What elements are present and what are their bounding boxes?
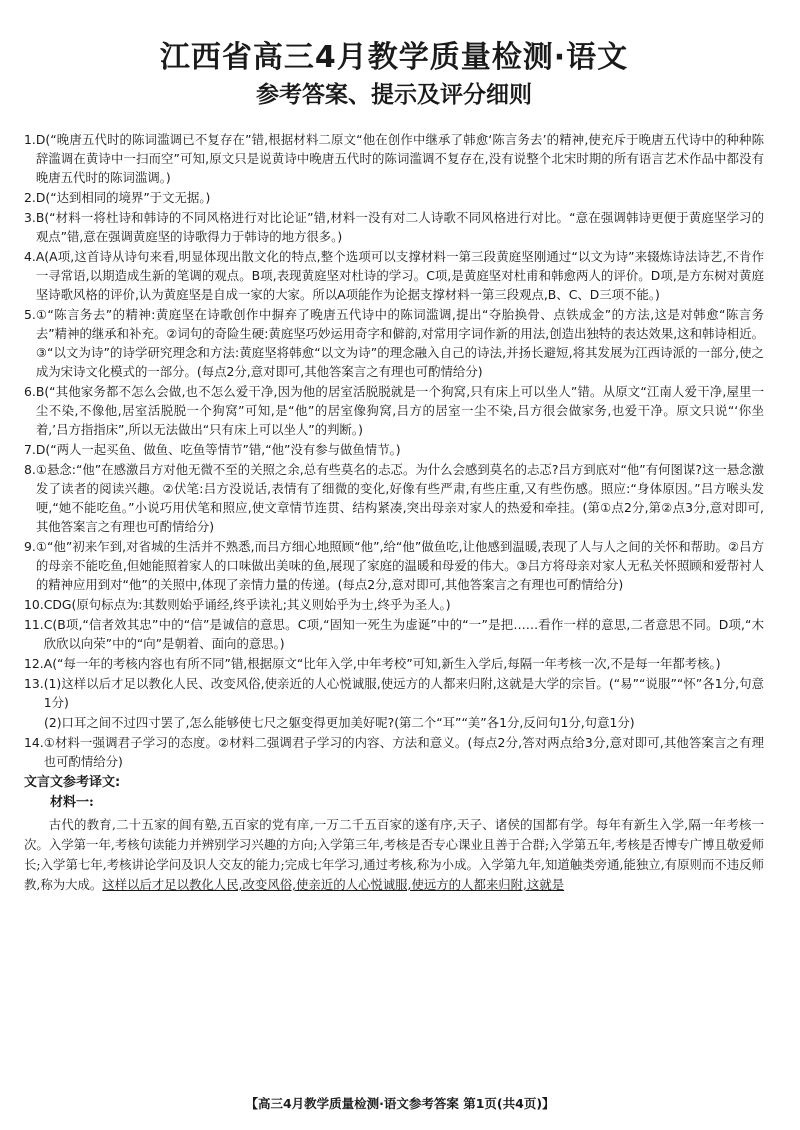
answer-number: 12. [24,656,44,671]
answer-item-13-part-2: (2)口耳之间不过四寸罢了,怎么能够使七尺之躯变得更加美好呢?(第二个“耳”“美”各1分,反问句1分,句意1分) [44,715,635,730]
answer-item-9 [24,537,764,594]
answer-item-5 [24,305,764,381]
answer-text: D(“晚唐五代时的陈词滥调已不复存在”错,根据材料二原文“他在创作中继承了韩愈‘陈言务去’的精神,使充斥于晚唐五代诗中的种种陈辞滥调在黄诗中一扫而空”可知,原文只是说黄诗中晚唐五代时的陈词滥调不复存在,没有说整个北宋时期的所有语言艺术作品中都没有晚唐五代时的陈词滥调。) [35,132,764,185]
answer-item-8 [24,460,764,536]
answer-number: 3. [24,210,36,225]
answer-number: 14. [24,735,44,750]
page-title: 江西省高三4月教学质量检测·语文 [159,40,629,75]
answer-text: CDG(原句标点为:其数则始乎诵经,终乎读礼;其义则始乎为士,终乎为圣人。) [43,597,451,612]
answer-item-10 [24,595,764,614]
answer-number: 6. [24,384,36,399]
answer-number: 11. [24,617,44,632]
answer-item-4 [24,247,764,304]
answer-number: 4. [24,249,36,264]
answer-item-13 [24,674,764,712]
answer-text: ①“他”初来乍到,对省城的生活并不熟悉,而吕方细心地照顾“他”,给“他”做鱼吃,让他感到温暖,表现了人与人之间的关怀和帮助。②吕方的母亲不能吃鱼,但她能照着家人的口味做出美味的鱼,展现了家庭的温暖和母爱的伟大。③吕方将母亲对家人无私关怀照顾和爱帮衬人的精神应用到对“他”的关照中,体现了亲情力量的传递。(每点2分,意对即可,其他答案言之有理也可酌情给分) [35,539,764,592]
material-one-translation [24,815,764,895]
answer-number: 8. [24,462,36,477]
page-subtitle: 参考答案、提示及评分细则 [256,82,532,108]
material-one-title: 材料一: [50,795,94,810]
translation-section-title: 文言文参考译文: [24,775,121,790]
answer-item-3 [24,208,764,246]
answer-text: D(“两人一起买鱼、做鱼、吃鱼等情节”错,“他”没有参与做鱼情节。) [35,442,401,457]
answer-number: 2. [24,190,36,205]
answer-item-2 [24,188,764,207]
answer-text: B(“其他家务都不怎么会做,也不怎么爱干净,因为他的居室活脱脱就是一个狗窝,只有床上可以坐人”错。从原文“江南人爱干净,屋里一尘不染,不像他,居室活脱脱一个狗窝”可知,是“他”的居室像狗窝,吕方的居室一尘不染,吕方很会做家务,也爱干净。原文只说“‘你坐着,’吕方指指床”,所以无法做出“只有床上可以坐人”的判断。) [35,384,764,437]
answer-list [24,130,764,895]
answer-number: 1. [24,132,36,147]
answer-item-6 [24,382,764,439]
answer-item-7 [24,440,764,459]
answer-number: 10. [24,597,44,612]
answer-number: 13. [24,676,44,691]
answer-text: A(“每一年的考核内容也有所不同”错,根据原文“比年入学,中年考校”可知,新生入学后,每隔一年考核一次,不是每一年都考核。) [43,656,721,671]
answer-text: ①材料一强调君子学习的态度。②材料二强调君子学习的内容、方法和意义。(每点2分,答对两点给3分,意对即可,其他答案言之有理也可酌情给分) [43,735,764,769]
answer-text: ①悬念:“他”在感激吕方对他无微不至的关照之余,总有些莫名的忐忑。为什么会感到莫名的忐忑?吕方到底对“他”有何图谋?这一悬念激发了读者的阅读兴趣。②伏笔:吕方没说话,表情有了细微的变化,好像有些严肃,有些庄重,又有些伤感。照应:“身体原因。”吕方喉头发哽,“她不能吃鱼。”小说巧用伏笔和照应,使文章情节连贯、结构紧凑,突出母亲对家人的热爱和牵挂。(第①点2分,第②点3分,意对即可,其他答案言之有理也可酌情给分) [35,462,764,534]
answer-number: 9. [24,539,36,554]
answer-text: D(“达到相同的境界”于文无据。) [35,190,211,205]
answer-number: 5. [24,307,36,322]
answer-item-14 [24,733,764,771]
answer-text: B(“材料一将杜诗和韩诗的不同风格进行对比论证”错,材料一没有对二人诗歌不同风格进行对比。“意在强调韩诗更便于黄庭坚学习的观点”错,意在强调黄庭坚的诗歌得力于韩诗的地方很多。) [35,210,764,244]
answer-item-1 [24,130,764,187]
answer-text: (1)这样以后才足以教化人民、改变风俗,使亲近的人心悦诚服,使远方的人都来归附,这就是大学的宗旨。(“易”“说服”“怀”各1分,句意1分) [43,676,764,710]
answer-item-12 [24,654,764,673]
answer-text: ①“陈言务去”的精神:黄庭坚在诗歌创作中摒弃了晚唐五代诗中的陈词滥调,提出“夺胎换骨、点铁成金”的方法,这是对韩愈“陈言务去”精神的继承和补充。②词句的奇险生硬:黄庭坚巧妙运用奇字和僻韵,对常用字词作新的用法,创造出独特的表达效果,这和韩诗相近。③“以文为诗”的诗学研究理念和方法:黄庭坚将韩愈“以文为诗”的理念融入自己的诗法,并扬长避短,将其发展为江西诗派的一部分,使之成为宋诗文化模式的一部分。(每点2分,意对即可,其他答案言之有理也可酌情给分) [35,307,764,379]
page-footer: 【高三4月教学质量检测·语文参考答案 第1页(共4页)】 [245,1096,555,1111]
answer-number: 7. [24,442,36,457]
answer-text: C(B项,“信者效其忠”中的“信”是诚信的意思。C项,“固知一死生为虚诞”中的“一”是把……看作一样的意思,二者意思不同。D项,“木欣欣以向荣”中的“向”是朝着、面向的意思。) [43,617,764,651]
answer-item-11 [24,615,764,653]
translation-text: 古代的教育,二十五家的闾有塾,五百家的党有庠,一万二千五百家的遂有序,天子、诸侯的国都有学。每年有新生入学,隔一年考核一次。入学第一年,考核句读能力并辨别学习兴趣的方向;入学第三年,考核是否专心课业且善于合群;入学第五年,考核是否博专广博且敬爱师长;入学第七年,考核讲论学问及识人交友的能力;完成七年学习,通过考核,称为小成。入学第九年,知道触类旁通,能独立,有原则而不违反师教,称为大成。 [24,817,764,892]
translation-underlined-text: 这样以后才足以教化人民,改变风俗,使亲近的人心悦诚服,使远方的人都来归附,这就是 [102,877,565,892]
answer-text: A(A项,这首诗从诗句来看,明显体现出散文化的特点,整个选项可以支撑材料一第三段黄庭坚刚通过“以文为诗”来辍炼诗法诗艺,不肯作一寻常语,以期造成生新的笔调的观点。B项,表现黄庭坚对杜诗的学习。C项,是黄庭坚对杜甫和韩愈两人的评价。D项,是方东树对黄庭坚诗歌风格的评价,认为黄庭坚是自成一家的大家。所以A项能作为论据支撑材料一第三段观点,B、C、D三项不能。) [35,249,764,302]
